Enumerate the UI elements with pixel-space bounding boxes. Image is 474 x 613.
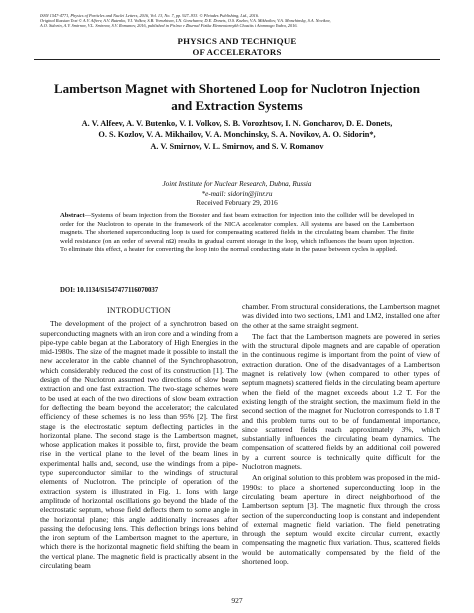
author-line: A. V. Alfeev, A. V. Butenko, V. I. Volkov, S. B. Vorozhtsov, I. N. Goncharov, D. E. Donets, <box>81 119 393 128</box>
doi[interactable]: DOI: 10.1134/S1547477116070037 <box>60 287 159 294</box>
body-paragraph: The development of the project of a synchrotron based on superconducting magnets with an iron core and a winding from a pipe-type cable began at the Laboratory of High Energies in the mid-1980s. The size of the magnet made it possible to install the new accelerator in the cable channel of the Synchrophasotron, which considerably reduced the cost of its construction [1]. The design of the Nuclotron assumed two directions of slow beam extraction and one fast extraction. The two-stage schemes were to be used at each of the two directions of slow beam extraction for deflecting the beam beyond the accelerator; the calculated efficiency of these schemes is no less than 95% [2]. The first stage is the electrostatic septum deflecting particles in the horizontal plane. The second stage is the Lambertson magnet, whose application makes it possible to, first, provide the beam rise in the vertical plane to the level of the beam lines in experimental halls and, second, use the windings from a pipe-type superconductor similar to the windings of structural elements of Nuclotron. The principle of operation of the extraction system is illustrated in Fig. 1. Ions with large amplitude of horizontal oscillations go beyond the blade of the electrostatic septum, whose field deflects them to some angle in the horizontal plane; this angle additionally increases after passing the defocusing lens. This deflection brings ions behind the iron septum of the Lambertson magnet to the aperture, in which there is the horizontal magnetic field shifting the beam in the vertical plane. The magnetic field is practically absent in the circulating beam <box>40 319 238 571</box>
abstract-label: Abstract <box>60 212 85 219</box>
journal-header-line: Original Russian Text © A.V. Alfeev, A.V. Butenko, V.I. Volkov, S.B. Vorozhtsov, I.N. Goncharov, D.E. Donets, O.S. Kozlov, V.A. Mikhailov, V.A. Monchinsky, S.A. Novikov, <box>40 18 331 24</box>
journal-header-line: ISSN 1547-4771, Physics of Particles and Nuclei Letters, 2016, Vol. 13, No. 7, pp. 927–933. © Pleiades Publishing, Ltd., 2016. <box>40 13 260 18</box>
author-line: A. V. Smirnov, V. L. Smirnov, and S. V. Romanov <box>150 141 324 151</box>
contact-email[interactable]: *e-mail: sidorin@jinr.ru <box>201 189 273 198</box>
institute: Joint Institute for Nuclear Research, Dubna, Russia <box>162 180 312 188</box>
abstract <box>60 212 414 255</box>
author-line: O. S. Kozlov, V. A. Mikhailov, V. A. Monchinsky, S. A. Novikov, A. O. Sidorin*, <box>98 130 376 140</box>
abstract-text: —Systems of beam injection from the Booster and fast beam extraction for injection into the collider will be developed in order for the Nuclotron to operate in the framework of the NICA accelerator complex. All systems are based on the Lambertson magnets. The shortened superconducting loop is used for compensating scattered fields in the circulating beam chamber. The finite weld resistance (on an order of several nΩ) results in gradual current storage in the loop, which influences the beam upon injection. To eliminate this effect, a heater for converting the loop into the normal conducting state in the pause between cycles is applied. <box>60 212 414 253</box>
paper-title <box>20 80 454 114</box>
journal-header <box>40 13 440 29</box>
body-paragraph: An original solution to this problem was proposed in the mid-1990s: to place a shortened superconducting loop in the circulating beam aperture in direct neighborhood of the Lambertson septum [3]. The magnetic flux through the cross section of the superconducting loop is constant and independent of external magnetic field variation. The field penetrating through the septum would excite circular current, exactly compensating the magnetic flux variation. Thus, scattered fields would be automatically compensated by the field of the shortened loop. <box>242 473 440 567</box>
body-paragraph: The fact that the Lambertson magnets are powered in series with the structural dipole magnets and are capable of operation in the continuous regime is important from the point of view of extraction duration. One of the disadvantages of a Lambertson magnet is relatively low (when compared to other types of septum magnets) scattered fields in the circulating beam aperture when the field of the magnet exceeds about 1.2 T. For the existing length of the straight section, the maximum field in the second section of the magnet for Nuclotron corresponds to 1.8 T and this problem turns out to be of fundamental importance, since scattered fields reach approximately 3%, which substantially influences the circulating beam dynamics. The compensation of scattered fields by an additional coil powered by a current source is technically quite difficult for the Nuclotron magnets. <box>242 331 440 472</box>
paper-title-line: and Extraction Systems <box>171 98 303 113</box>
affiliation-block <box>30 180 444 209</box>
column-right <box>242 302 440 566</box>
column-left <box>40 302 238 570</box>
body-paragraph: chamber. From structural considerations, the Lambertson magnet was divided into two sections, LM1 and LM2, installed one after the other at the same straight segment. <box>242 302 440 330</box>
section-title: OF ACCELERATORS <box>192 47 282 57</box>
author-list <box>30 118 444 152</box>
section-divider <box>34 59 440 60</box>
section-title: PHYSICS AND TECHNIQUE <box>177 36 297 46</box>
page-number: 927 <box>231 596 243 605</box>
paper-title-line: Lambertson Magnet with Shortened Loop for Nuclotron Injection <box>53 81 421 96</box>
journal-header-line: A.O. Sidorin, A.V. Smirnov, V.L. Smirnov, S.V. Romanov, 2016, published in Pis'ma v Zhurnal Fizika Elementarnykh Chastits i Atomnogo Yadra, 2016. <box>40 23 298 29</box>
introduction-heading: INTRODUCTION <box>106 306 172 315</box>
received-date: Received February 29, 2016 <box>196 199 278 208</box>
